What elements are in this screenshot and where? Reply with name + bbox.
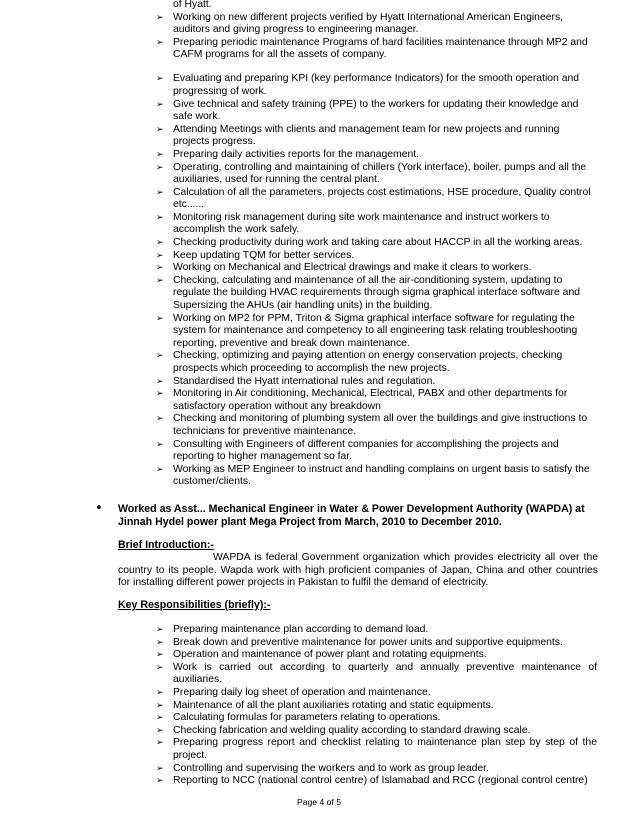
arrow-bullet-icon: ➢ [156,376,164,387]
list-item: ➢ Evaluating and preparing KPI (key performance Indicators) for the smooth operation and progressing of work. [156,73,580,97]
wapda-introduction: WAPDA is federal Government organization which provides electricity all over the country to its people. Wapda work with high proficient companies of Japan, China and other countries for installing different power projects in Pakistan to fulfil the demand of electricity. [118,552,598,589]
arrow-bullet-icon: ➢ [156,99,164,110]
list-item: ➢ Preparing daily log sheet of operation and maintenance. [156,686,431,698]
list-item: ➢ Monitoring in Air conditioning, Mechanical, Electrical, PABX and other departments for satisfactory operation without any breakdown [156,388,568,412]
list-item: ➢ Preparing daily activities reports for the management. [156,148,420,160]
arrow-bullet-icon: ➢ [156,650,164,661]
list-item: ➢ Give technical and safety training (PPE) to the workers for updating their knowledge and safe work. [156,98,579,123]
list-item: ➢ Preparing periodic maintenance Programs of hard facilities maintenance through MP2 and CAFM programs for all the assets of company. [156,36,588,61]
list-item: ➢ Break down and preventive maintenance for power units and supportive equipments. [156,636,563,648]
list-item: ➢ Preparing maintenance plan according to demand load. [156,624,429,635]
brief-introduction-heading: Brief Introduction:- [118,539,214,551]
section-bullet-icon: • [95,501,103,516]
list-item: ➢ Working on new different projects verified by Hyatt International American Engineers, auditors and giving progress to engineering manager. [156,11,564,36]
arrow-bullet-icon: ➢ [156,713,164,724]
wapda-responsibilities-list [151,624,597,788]
arrow-bullet-icon: ➢ [156,187,164,198]
list-item: ➢ Checking fabrication and welding quality according to standard drawing scale. [156,724,531,736]
list-item: ➢ Attending Meetings with clients and management team for new projects and running projects progress. [156,123,560,148]
hyatt-responsibilities-list [151,0,597,489]
list-item: ➢ Checking and monitoring of plumbing system all over the buildings and give instructions to technicians for preventive maintenance. [156,413,588,437]
list-item: ➢ Reporting to NCC (national control centre) of Islamabad and RCC (regional control centre) [156,775,588,787]
arrow-bullet-icon: ➢ [156,124,164,135]
arrow-bullet-icon: ➢ [156,414,164,425]
list-item: ➢ Monitoring risk management during site work maintenance and instruct workers to accomplish the work safely. [156,211,550,236]
list-item: ➢ Operating, controlling and maintaining of chillers (York interface), boiler, pumps and all the auxiliaries, used for running the central plant. [156,161,587,186]
list-item: ➢ Working as MEP Engineer to instruct and handling complains on urgent basis to satisfy the customer/clients. [156,463,590,488]
arrow-bullet-icon: ➢ [156,351,164,362]
arrow-bullet-icon: ➢ [156,37,164,48]
list-item: ➢ Operation and maintenance of power plant and rotating equipments. [156,649,487,661]
arrow-bullet-icon: ➢ [156,250,164,261]
arrow-bullet-icon: ➢ [156,313,164,324]
arrow-bullet-icon: ➢ [156,725,164,736]
arrow-bullet-icon: ➢ [156,12,164,23]
arrow-bullet-icon: ➢ [156,464,164,475]
list-item: ➢ Maintenance of all the plant auxiliaries rotating and static equipments. [156,699,494,711]
arrow-bullet-icon: ➢ [156,149,164,160]
arrow-bullet-icon: ➢ [156,263,164,274]
list-item: ➢ Working on MP2 for PPM, Triton & Sigma graphical interface software for regulating the system for maintenance and competency to all engineering task relating troubleshooting reporting, preventive and break down maintenance. [156,312,578,349]
key-responsibilities-heading: Key Responsibilities (briefly):- [118,599,271,611]
list-item: ➢ Work is carried out according to quarterly and annually preventive maintenance of auxiliaries. [156,661,597,686]
arrow-bullet-icon: ➢ [156,212,164,223]
arrow-bullet-icon: ➢ [156,238,164,249]
arrow-bullet-icon: ➢ [156,389,164,400]
list-item: ➢ Working on Mechanical and Electrical drawings and make it clears to workers. [156,262,532,274]
arrow-bullet-icon: ➢ [156,625,164,635]
wapda-section-heading: Worked as Asst... Mechanical Engineer in Water & Power Development Authority (WAPDA) at Jinnah Hydel power plant Mega Project from March, 2010 to December 2010. [118,503,585,528]
list-item: ➢ Checking productivity during work and taking care about HACCP in all the working areas. [156,237,583,249]
list-item: ➢ Calculating formulas for parameters relating to operations. [156,712,441,724]
list-item: ➢ Calculation of all the parameters, projects cost estimations, HSE procedure, Quality control etc...... [156,186,591,211]
arrow-bullet-icon: ➢ [156,162,164,173]
arrow-bullet-icon: ➢ [156,662,164,673]
list-item: ➢ Consulting with Engineers of different companies for accomplishing the projects and reporting to higher management so far. [156,438,559,463]
arrow-bullet-icon: ➢ [156,776,164,787]
arrow-bullet-icon: ➢ [156,700,164,711]
page-number-footer: Page 4 of 5 [297,797,341,807]
list-item: ➢ Preparing progress report and checklist relating to maintenance plan step by step of the project. [156,737,597,761]
list-item: ➢ Standardised the Hyatt international rules and regulation. [156,375,436,387]
arrow-bullet-icon: ➢ [156,439,164,450]
list-item: of Hyatt. [173,0,212,10]
list-item: ➢ Controlling and supervising the workers and to work as group leader. [156,762,489,774]
arrow-bullet-icon: ➢ [156,275,164,286]
arrow-bullet-icon: ➢ [156,763,164,774]
arrow-bullet-icon: ➢ [156,637,164,648]
list-item: ➢ Checking, optimizing and paying attention on energy conservation projects, checking prospects which proceeding to accomplish the new projects. [156,350,563,375]
arrow-bullet-icon: ➢ [156,74,164,85]
arrow-bullet-icon: ➢ [156,738,164,749]
arrow-bullet-icon: ➢ [156,687,164,698]
list-item: ➢ Keep updating TQM for better services. [156,249,355,261]
list-item: ➢ Checking, calculating and maintenance of all the air-conditioning system, updating to regulate the building HVAC requirements through sigma graphical interface software and Supersizing the AHUs (air handling units) in the building. [156,274,580,312]
